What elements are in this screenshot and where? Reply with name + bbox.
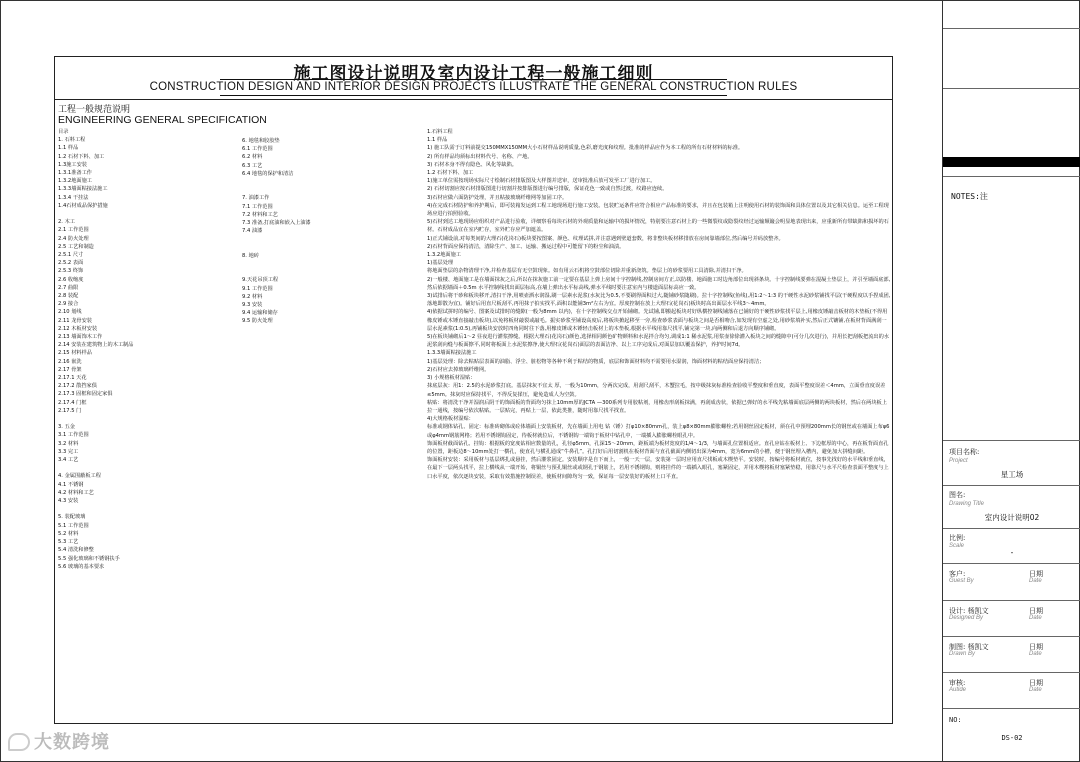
tb-divider [943,672,1080,673]
spec-paragraph: 抹底层灰：用1：2.5的水泥砂浆打底。基层抹灰不宜太 厚，一般为10mm，分两次完成，用刮尺刮平，木蟹拉毛，按中级抹灰标准检查验收平整度和垂直度，表面平整度误差＜4mm，立面垂直度误差≤5mm。抹灰时应保持找平，不得反复揉压，避免造成人为空鼓。 [427,383,886,398]
toc-item: 2.5.2 表面 [58,260,84,267]
spec-paragraph: 1)基层处理：除去粘贴层表面的油脂、浮尘、脏松物等各种不利于粘结的物质，底层和饰面材料均不需要用水湿润，饰面材料的粘结面应保持清洁； [427,358,765,365]
toc-item: 3.1 工作范围 [58,432,89,439]
audit-date-sub: Date [1029,687,1042,693]
toc-item: 3.2 材料 [58,440,79,447]
toc-item: 2.13 墙面饰木工作 [58,334,103,341]
spec-paragraph: 4)在完成石材防护和养护期后，即可装箱发运到工程工地现场进行施工安装。包装贮运条件应符合相应产品标准的要求，并且在包装箱上注明使用石材的装饰面和具体位置以及其它相关信息。运至工程现场应进行拍照验收。 [427,202,889,218]
toc-item: 2.10 划线 [58,309,82,316]
design-date-label: 日期 [1029,607,1043,615]
scale-sub: Scale [949,543,965,549]
toc-item [242,186,422,194]
watermark-text: 大数跨境 [34,732,110,753]
spec-paragraph: 3)试排后将干砂和板块移开,清扫干净,用喷壶洒水润湿,刷一层素水泥浆(水灰比为0.5,不要刷得面积过大,随铺砂浆随刷)。拉十字控制线(鱼线),用1:2～1:3 的干硬性水泥砂浆铺找平层(干硬程度以手捏成团,落地即散为宜)。铺好后用直尺板刮平,再用抹子拍实找平,面积以能铺3m²左右为宜。厚度控制在放上大理石(花岗石)板块时高出面层水平线3～4mm。 [427,293,891,308]
toc-item: 5.3 工艺 [58,539,79,546]
spec-paragraph: 3) 石材本身不得有隐色、风化等缺陷。 [427,161,517,168]
spec-paragraph: 1.石料工程 [427,129,453,135]
tb-divider [943,88,1080,89]
toc-item: 7. 油漆工作 [242,195,270,202]
toc-item: 5. 装配玻璃 [58,514,86,521]
toc-item: 9.1 工作范围 [242,285,273,292]
drawn-date-label: 日期 [1029,643,1043,651]
spec-paragraph: 4)大规格板材湿贴： [427,416,474,423]
toc-item: 5.5 强化玻璃和不锈钢扶手 [58,555,120,562]
title-block [942,0,1080,762]
spec-body-text [427,128,891,481]
toc-item: 2. 木工 [58,219,75,226]
drawn-date-sub: Date [1029,651,1042,657]
toc-item: 6.4 地毯的保护和清洁 [242,170,294,177]
toc-item: 2.1 工作范围 [58,227,89,234]
toc-item: 2.5 工艺和制造 [58,243,94,250]
spec-paragraph: 1.2 石材下料、加工 [427,170,474,177]
toc-item: 8. 地砖 [242,252,259,259]
toc-item: 2.5.1 尺寸 [58,252,84,259]
toc-item: 9.4 运输和储存 [242,310,278,317]
toc-item: 1.3.4 干挂法 [58,194,89,201]
section-title-english: ENGINEERING GENERAL SPECIFICATION [58,114,267,126]
toc-item [58,415,238,423]
spec-paragraph: 1)正式铺设前,对每类间的大理石(花岗石)板块要按图案、颜色、纹理试拼,并注意遇到壁道套数，将非整块板材移排放在房间靠墙部位,然后编号并码放整齐。 [427,235,784,242]
title-underline [220,79,727,80]
spec-paragraph: 粘贴：将清洗干净并湿润后阴干的饰面板的背面均匀抹上10mm厚的JCTA —300系列专用胶粘剂，用橡齿形刮板抹满，再刮成齿状，依据已弹好的水平线先粘墙面底层两侧的两块板材，然后在两块板上拉一通线，按编号依次粘贴。一层贴完，再贴上一层，依此类推，随时用靠尺找平找直。 [427,399,887,414]
toc-item: 5.1 工作范围 [58,522,89,529]
toc-item: 9.2 材料 [242,293,263,300]
scale-value: - [1010,548,1014,557]
toc-item: 2.4 防火处理 [58,235,89,242]
spec-paragraph: 2) 石材切割应按石材排版图进行切割并按排版图进行编号排版，保证花色一致或自然过渡，纹路应连续。 [427,186,668,193]
toc-item: 9.5 防火处理 [242,318,273,325]
spec-paragraph: 2)石材应去掉玻璃纤维网。 [427,366,490,373]
spec-paragraph: 将地面垫层的杂物清理干净,并检查基层有无空鼓现象。如有用云石机将空鼓部位切除并重新浇筑。垫层上的砂浆要用工具清除,并清扫干净。 [427,268,747,275]
toc-item: 2.12 木板材安装 [58,325,98,332]
main-frame [54,56,893,724]
tb-divider [943,563,1080,564]
toc-item: 1. 石料工程 [58,137,86,144]
toc-item: 2.17.3 固框和固定家俱 [58,391,113,398]
toc-item: 1.1 样品 [58,145,79,152]
toc-item: 1.3.3墙面粘接法施工 [58,186,108,193]
toc-item: 2.8 装配 [58,293,79,300]
designer-label: 设计: 杨凯文 [949,607,989,615]
spec-paragraph: 5)石材到达工地现场应组织对产品进行验收，详细察看每块石材的外观质量和运输中的损坏情况，特别要注意石材上的一些微裂纹或隐裂纹经过运输颠簸会明显地表现出来，应重新所有带缺陷和损坏的石材。石材成品宜在室内贮存，室外贮存应严加遮盖。 [427,219,889,234]
toc-item: 2.7 曲限 [58,284,79,291]
watermark-logo-icon [8,733,30,751]
spec-paragraph: 4)依据试拼时的编号、图案及试排时的缝隙(一般为8mm 以内)，在十字控制线交点开始铺砌。先试铺,即搬起板块对好纵横控制线铺落在已铺好的干硬性砂浆找平层上,用橡皮锤敲击板材的木垫板(不得用橡皮锤或木锤直接敲击板块),以免将板材敲裂或敲毛。振实砂浆至铺设高度后,将板块掀起移至一旁,检查砂浆表面与板块之间是否相吻合,如发现有空虚之处,用砂浆填补实,然后正式镶铺,在板材背面满刮一层水泥素浆(1:0.5),再铺板块安放时四角同时往下落,用橡皮锤或木锤轻击板材上的木垫板,根据水平线用靠尺找平,铺完第一块,向两侧和后退方向顺序铺砌。 [427,309,888,332]
toc-item: 1.4石材成品保护措施 [58,202,108,209]
toc-item [58,210,238,218]
client-date-sub: Date [1029,578,1042,584]
project-label: 项目名称: [949,448,980,456]
toc-item: 6.3 工艺 [242,162,263,169]
auditor-label: 审核: [949,679,966,687]
spec-paragraph: 5)在板块铺砌后1～2 昼夜进行灌浆擦缝。根据大理石(花岗石)颜色,选择相同颜色矿物颜料和水泥拌合均匀,调成1:1 稀水泥浆,用浆壶徐徐灌入板块之间的缝隙中(可分几次进行)，并用长把刮板把流出的水泥浆刮向缝与板面擦平,同时将板面上水泥浆擦净,使大理石(花岗石)面层的表面洁净、以上工序完成后,对面层加以覆盖保护，养护时间7d。 [427,334,889,349]
design-date-sub: Date [1029,615,1042,621]
toc-item: 2.14 安装在建筑物上的木工制品 [58,342,134,349]
toc-item: 7.3 准备,打底油和嵌入上油漆 [242,220,311,226]
toc-column-2 [242,137,422,326]
toc-item: 1.3施工安装 [58,161,87,168]
toc-item: 9.天花吊顶工程 [242,277,279,284]
toc-item [242,178,422,186]
header-divider [55,99,892,100]
toc-item: 2.17.4 门框 [58,399,87,406]
toc-item: 4.1 不锈钢 [58,481,84,488]
spec-paragraph: 饰面板材截面钻孔、挂钩：根据板的宽度钻相应数量的孔，孔径φ5mm，孔深15～20mm，距板端为板材宽度的1/4～1/3，与墙面孔位置相适应。直孔应钻在板材上、下边框厚的中心，再在板背面直孔的位置，距板边8～10mm处打一横孔，使直孔与横孔通成“牛鼻孔”。孔打好后用切割机在板材背面与直孔截面内侧切出深为4mm，宽为6mm的小槽，便于钢丝埋入槽内，避免加大拼缝间距。 [427,440,889,455]
spec-paragraph: 1)基层处理 [427,260,454,267]
toc-column-1 [58,128,238,571]
spec-paragraph: 标准或钢体钻孔、固定：标准砖砌体或砼体墙面上安装板材，先在墙面上用电 钻（锤）打φ10×80mm孔，装上φ8×80mm膨胀螺栓;若用钢丝固定板材，须在孔中预埋200mm长的钢丝或在墙面上布φ6或φ4mm钢筋网格；若用不锈钢钩固定，待板材就位后，不锈钢钩一端钩于板材中钻孔中，一端插入膨胀螺栓眼孔中。 [427,424,890,439]
toc-item: 1.3.2地面施工 [58,178,92,185]
spec-paragraph: 1.3.2地面施工 [427,252,461,259]
toc-item: 2.15 材料样品 [58,350,92,357]
toc-item: 5.4 清洗和修整 [58,547,94,554]
watermark [8,728,110,754]
toc-item: 2.9 接合 [58,301,79,308]
notes-label: NOTES:注 [951,192,988,201]
toc-item [242,268,422,276]
tb-divider [943,636,1080,637]
toc-item: 1.2 石材下料、加工 [58,153,105,160]
tb-divider [943,600,1080,601]
toc-item: 目录 [58,129,69,135]
title-english: CONSTRUCTION DESIGN AND INTERIOR DESIGN PROJECTS ILLUSTRATE THE GENERAL CONSTRUCTION RULES [149,81,798,93]
client-label: 客户: [949,570,966,578]
toc-item: 6. 地毯和胶胶垫 [242,138,280,144]
toc-item: 2.17.1 天花 [58,375,87,382]
spec-paragraph: 2)一般楼、地面施工是在墙面抹灰之后,所以在抹灰施工前一定要在基层上弹上房间十字控制线,控制房间方正,以防楼、地面施工时边角部位出现斜条块。十字控制线要弹在混凝土垫层上，并引至墙面底部,然后依据墙面＋0.5m 水平控制线找出面层标高,在墙上弹出水平标高线,弹水平线时要注意室内与楼道面层标高应一致。 [427,276,891,291]
tb-divider [943,485,1080,486]
tb-divider [943,528,1080,529]
auditor-sub: Autide [949,687,967,693]
toc-item: 7.4 油漆 [242,228,263,235]
spec-paragraph: 1)施工单位需按现场实际尺寸绘制石材排版图及大样图并送审，送审批准后放可发至工厂进行加工。 [427,178,656,185]
toc-item: 3. 五金 [58,424,75,431]
tb-black-band [943,157,1080,167]
toc-item: 6.1 工作范围 [242,146,273,153]
toc-item: 4. 金属围蔽板工程 [58,473,101,480]
toc-item: 2.5.3 终饰 [58,268,84,275]
drawing-title-label: 图名: [949,491,966,499]
toc-item [242,244,422,252]
spec-paragraph: 1.3.3墙面粘接法施工 [427,350,477,357]
tb-divider [943,176,1080,177]
toc-item: 5.2 材料 [58,530,79,537]
section-title-chinese: 工程一般规范说明 [58,105,131,115]
drawing-title-value: 室内设计说明02 [984,513,1040,522]
toc-item: 2.17 骨架 [58,366,82,373]
toc-item: 9.3 安装 [242,301,263,308]
toc-item: 2.17.2 散挡家俱 [58,383,97,390]
drawing-title-sub: Drawing Title [949,501,984,507]
spec-paragraph: 3) 小规格板材湿贴： [427,375,476,382]
toc-item: 5.6 玻璃的基本要求 [58,563,105,570]
toc-item [242,235,422,243]
designer-sub: Designed By [949,615,984,621]
spec-paragraph: 饰面板材安装：采用板材与基层绑扎或悬挂，然后灌浆固定。安装顺序是自下而上，一般一天一层，安装第一层时应用直尺找板或木楔垫平。安装时，按编号将板材就位，按事先找好的水平线和垂直线，在最下一层两头找平，拉上横线从一端开始，将铜丝与预孔铜丝或或钢孔于钢筋上，若用不锈钢钩，则将挂件的一端插入眼孔，塞紧固定，并用木楔将板材塞紧垫稳，用靠尺与水平尺检查表面平整度与上口水平度，依次逐块安装，采取有效措施控制误差，使板材间隙均匀一致，保证每一层安装好的板材上口平直。 [427,457,889,480]
title-chinese: 施工图设计说明及室内设计工程一般施工细则 [293,64,654,84]
toc-item [58,464,238,472]
toc-item: 7.1 工作范围 [242,203,273,210]
spec-paragraph: 2)石材背面应保持清洁，清除生产、加工、运输、搬运过程中可能留下的粉尘和油渍。 [427,243,625,250]
toc-item: 2.17.5 门 [58,407,82,414]
toc-item: 6.2 材料 [242,154,263,161]
spec-paragraph: 2) 所有样品均须标出材料代号、名称、产地。 [427,153,533,160]
project-sub: Project [949,458,968,464]
tb-divider [943,28,1080,29]
toc-item [242,260,422,268]
client-date-label: 日期 [1029,570,1043,578]
drafter-label: 制图: 杨凯文 [949,643,989,651]
toc-item: 2.6 收缩度 [58,276,84,283]
spec-paragraph: 1) 施工队需于订料前提交150MMX150MM大小石材样品说明质量,色彩,磨光度和纹理。批准的样品应作为本工程的所有石材材料的标准。 [427,145,744,152]
tb-divider [943,440,1080,441]
toc-item [58,505,238,513]
scale-label: 比例: [949,534,966,542]
toc-item: 2.16 嵌洗 [58,358,82,365]
project-value: 星工场 [1000,470,1024,479]
drawing-number-label: NO: [949,716,962,724]
toc-item: 4.2 材料和工艺 [58,489,94,496]
toc-item: 3.3 完工 [58,448,79,455]
toc-item: 4.3 安装 [58,498,79,505]
toc-item: 2.11 龙骨安装 [58,317,92,324]
spec-paragraph: 1.1 样品 [427,137,448,144]
spec-paragraph: 3)石材应做六面防护处理，并且粘接玻璃纤维网等加固工序。 [427,194,568,201]
tb-divider [943,708,1080,709]
audit-date-label: 日期 [1029,679,1043,687]
title-underline-2 [220,95,727,96]
drawing-number-value: DS-02 [1001,734,1023,742]
drafter-sub: Drawn By [949,651,976,657]
toc-item: 3.4 工艺 [58,457,79,464]
client-sub: Guest By [949,578,974,584]
toc-item: 7.2 材料和工艺 [242,211,278,218]
toc-item: 1.3.1准备工作 [58,170,92,177]
